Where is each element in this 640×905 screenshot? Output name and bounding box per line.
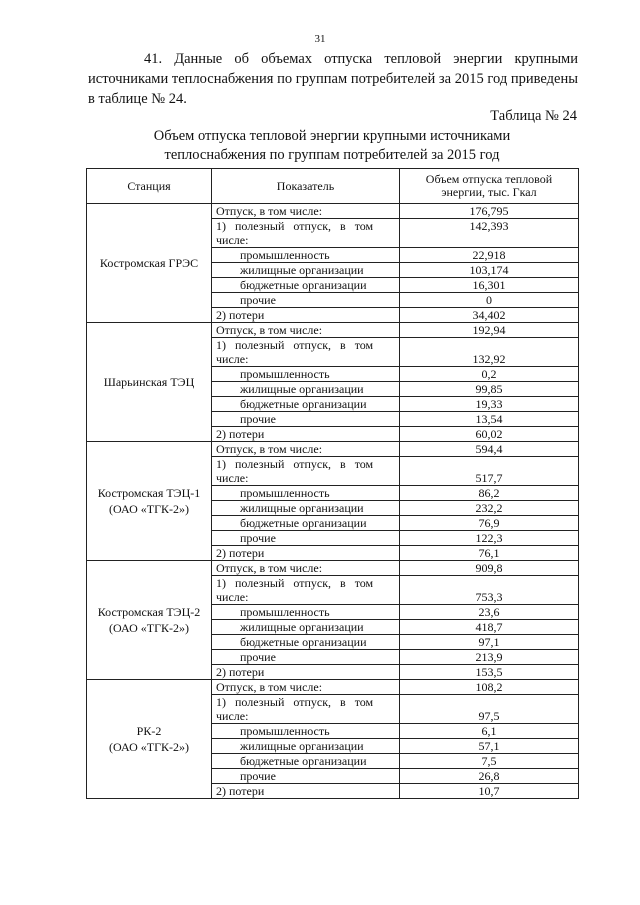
indicator-label: прочие <box>212 650 400 665</box>
indicator-label: жилищные организации <box>212 382 400 397</box>
value-cell: 232,2 <box>400 501 579 516</box>
indicator-label: Отпуск, в том числе: <box>212 323 400 338</box>
indicator-label: бюджетные организации <box>212 278 400 293</box>
station-name: Костромская ТЭЦ-1 <box>97 486 201 500</box>
value-cell: 23,6 <box>400 605 579 620</box>
table-row <box>87 442 579 457</box>
value-cell: 7,5 <box>400 754 579 769</box>
table-title-line-1: Объем отпуска тепловой энергии крупными источниками <box>153 128 511 144</box>
station-name-cell <box>87 561 212 680</box>
value-cell: 176,795 <box>400 204 579 219</box>
indicator-label-cont: числе: <box>216 233 249 247</box>
indicator-label-cont: числе: <box>216 352 249 366</box>
indicator-label: Отпуск, в том числе: <box>212 204 400 219</box>
indicator-label: промышленность <box>212 605 400 620</box>
value-cell: 0 <box>400 293 579 308</box>
indicator-label: бюджетные организации <box>212 516 400 531</box>
indicator-label: жилищные организации <box>212 501 400 516</box>
table-row <box>87 204 579 219</box>
indicator-label: жилищные организации <box>212 620 400 635</box>
station-name-cell <box>87 680 212 799</box>
indicator-label: 2) потери <box>212 546 400 561</box>
indicator-cell-useful <box>212 457 400 486</box>
value-cell: 192,94 <box>400 323 579 338</box>
value-cell: 16,301 <box>400 278 579 293</box>
value-cell: 10,7 <box>400 784 579 799</box>
indicator-label-cont: числе: <box>216 590 249 604</box>
header-station: Станция <box>87 169 212 204</box>
indicator-label: промышленность <box>212 367 400 382</box>
value-cell: 213,9 <box>400 650 579 665</box>
value-cell: 142,393 <box>400 219 579 248</box>
value-cell: 13,54 <box>400 412 579 427</box>
indicator-label: Отпуск, в том числе: <box>212 680 400 695</box>
indicator-label: жилищные организации <box>212 739 400 754</box>
value-cell: 60,02 <box>400 427 579 442</box>
value-cell: 57,1 <box>400 739 579 754</box>
indicator-cell-useful <box>212 576 400 605</box>
table-label: Таблица № 24 <box>490 108 577 124</box>
value-cell: 103,174 <box>400 263 579 278</box>
value-cell: 99,85 <box>400 382 579 397</box>
value-cell: 753,3 <box>400 576 579 605</box>
station-name-cell <box>87 204 212 323</box>
value-cell: 108,2 <box>400 680 579 695</box>
indicator-label: прочие <box>212 412 400 427</box>
value-cell: 132,92 <box>400 338 579 367</box>
station-name: РК-2 <box>136 724 162 738</box>
body-paragraph: 41. Данные об объемах отпуска тепловой энергии крупными источниками теплоснабжения по группам потребителей за 2015 год приведены в таблице № 24. <box>88 51 578 107</box>
station-name: Костромская ТЭЦ-2 <box>97 605 201 619</box>
indicator-label: прочие <box>212 293 400 308</box>
station-owner: (ОАО «ТГК-2») <box>108 621 190 635</box>
station-name-cell <box>87 323 212 442</box>
indicator-label: 2) потери <box>212 784 400 799</box>
indicator-label: бюджетные организации <box>212 754 400 769</box>
indicator-label: Отпуск, в том числе: <box>212 442 400 457</box>
indicator-label: бюджетные организации <box>212 635 400 650</box>
indicator-label: жилищные организации <box>212 263 400 278</box>
indicator-cell-useful <box>212 219 400 248</box>
indicator-cell-useful <box>212 338 400 367</box>
table-row <box>87 680 579 695</box>
value-cell: 153,5 <box>400 665 579 680</box>
indicator-cell-useful <box>212 695 400 724</box>
indicator-label: 1) полезный отпуск, в том <box>216 219 374 233</box>
value-cell: 76,9 <box>400 516 579 531</box>
indicator-label: 2) потери <box>212 665 400 680</box>
table-row <box>87 561 579 576</box>
value-cell: 0,2 <box>400 367 579 382</box>
value-cell: 76,1 <box>400 546 579 561</box>
value-cell: 22,918 <box>400 248 579 263</box>
header-indicator: Показатель <box>212 169 400 204</box>
value-cell: 26,8 <box>400 769 579 784</box>
station-owner: (ОАО «ТГК-2») <box>108 502 190 516</box>
indicator-label: 2) потери <box>212 308 400 323</box>
data-table <box>86 168 579 799</box>
table-body <box>87 204 579 799</box>
value-cell: 97,5 <box>400 695 579 724</box>
page-number: 31 <box>314 33 326 45</box>
station-name: Шарьинская ТЭЦ <box>103 375 195 389</box>
header-value: Объем отпуска тепловой энергии, тыс. Гкал <box>400 169 579 204</box>
value-cell: 594,4 <box>400 442 579 457</box>
value-cell: 19,33 <box>400 397 579 412</box>
indicator-label: промышленность <box>212 486 400 501</box>
station-owner: (ОАО «ТГК-2») <box>108 740 190 754</box>
indicator-label-cont: числе: <box>216 709 249 723</box>
indicator-label: прочие <box>212 531 400 546</box>
indicator-label: 1) полезный отпуск, в том <box>216 457 374 471</box>
value-cell: 6,1 <box>400 724 579 739</box>
indicator-label: промышленность <box>212 724 400 739</box>
value-cell: 86,2 <box>400 486 579 501</box>
table-title <box>86 127 578 165</box>
indicator-label: Отпуск, в том числе: <box>212 561 400 576</box>
indicator-label: 1) полезный отпуск, в том <box>216 576 374 590</box>
value-cell: 909,8 <box>400 561 579 576</box>
value-cell: 34,402 <box>400 308 579 323</box>
station-name-cell <box>87 442 212 561</box>
value-cell: 97,1 <box>400 635 579 650</box>
value-cell: 418,7 <box>400 620 579 635</box>
indicator-label: бюджетные организации <box>212 397 400 412</box>
indicator-label: 2) потери <box>212 427 400 442</box>
indicator-label: прочие <box>212 769 400 784</box>
indicator-label-cont: числе: <box>216 471 249 485</box>
table-title-line-2: теплоснабжения по группам потребителей за 2015 год <box>164 147 500 163</box>
station-name: Костромская ГРЭС <box>99 256 199 270</box>
table-row <box>87 323 579 338</box>
value-cell: 517,7 <box>400 457 579 486</box>
value-cell: 122,3 <box>400 531 579 546</box>
indicator-label: 1) полезный отпуск, в том <box>216 338 374 352</box>
indicator-label: промышленность <box>212 248 400 263</box>
indicator-label: 1) полезный отпуск, в том <box>216 695 374 709</box>
